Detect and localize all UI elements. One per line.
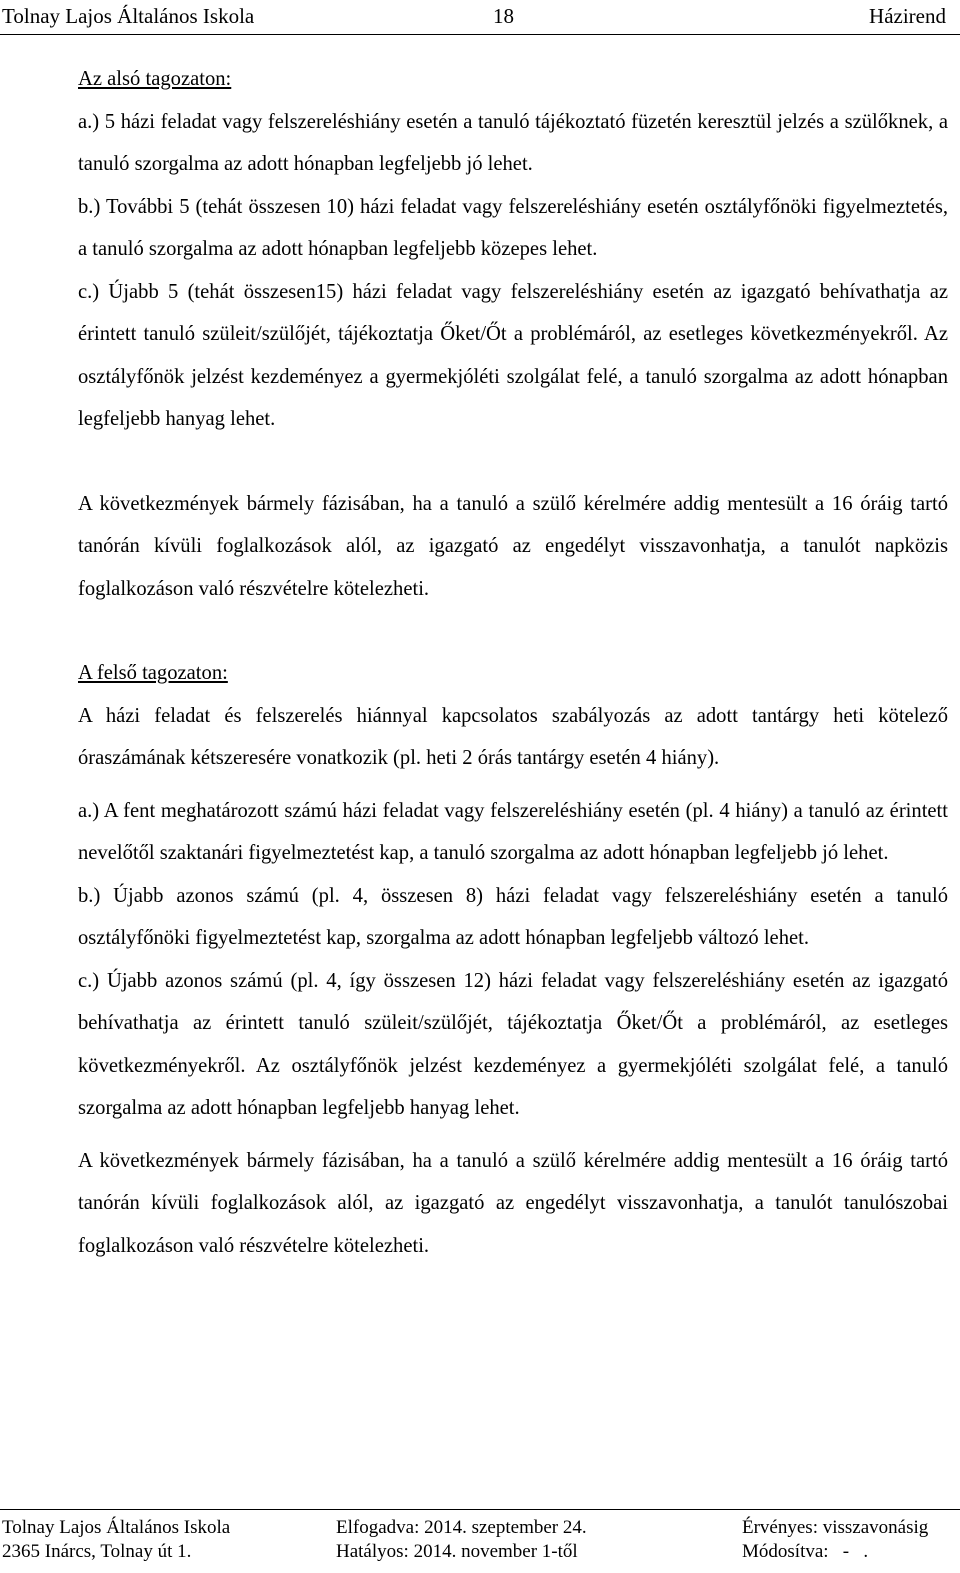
upper-section-title: A felső tagozaton: — [78, 662, 228, 684]
paragraph-gap — [78, 610, 948, 652]
footer-school-name: Tolnay Lajos Általános Iskola — [2, 1517, 231, 1538]
footer-validity: Érvényes: visszavonásig — [742, 1517, 929, 1538]
footer-effective-date: Hatályos: 2014. november 1-től — [336, 1541, 578, 1562]
lower-rule-b: b.) További 5 (tehát összesen 10) házi feladat vagy felszereléshiány esetén osztályfőnöki figyelmeztetés, a tanuló szorgalma az adott hónapban legfeljebb közepes lehet. — [78, 195, 948, 260]
upper-consequence: A következmények bármely fázisában, ha a tanuló a szülő kérelmére addig mentesült a 16 óráig tartó tanórán kívüli foglalkozások alól, az igazgató az engedélyt visszavonhatja, a tanulót tanulószobai foglalkozáson való részvételre kötelezheti. — [78, 1149, 948, 1257]
upper-rule-c: c.) Újabb azonos számú (pl. 4, így összesen 12) házi feladat vagy felszereléshiány esetén az igazgató behívathatja az érintett tanuló szüleit/szülőjét, tájékoztatja Őket/Őt a problémáról, az esetleges következményekről. Az osztályfőnök jelzést kezdeményez a gyermekjóléti szolgálat felé, a tanuló szorgalma az adott hónapban legfeljebb hanyag lehet. — [78, 969, 948, 1119]
page-footer — [0, 1509, 960, 1573]
header-page-number: 18 — [493, 4, 514, 28]
upper-intro: A házi feladat és felszerelés hiánnyal kapcsolatos szabályozás az adott tantárgy heti kötelező óraszámának kétszeresére vonatkozik (pl. heti 2 órás tantárgy esetén 4 hiány). — [78, 704, 948, 769]
footer-dates-block — [336, 1516, 587, 1564]
footer-address: 2365 Inárcs, Tolnay út 1. — [2, 1541, 192, 1562]
lower-consequence: A következmények bármely fázisában, ha a tanuló a szülő kérelmére addig mentesült a 16 óráig tartó tanórán kívüli foglalkozások alól, az igazgató az engedélyt visszavonhatja, a tanulót napközis foglalkozáson való részvételre kötelezheti. — [78, 492, 948, 600]
lower-section-title: Az alsó tagozaton: — [78, 68, 232, 90]
document-body — [78, 58, 948, 1267]
page-header — [0, 0, 960, 35]
upper-rule-b: b.) Újabb azonos számú (pl. 4, összesen 8) házi feladat vagy felszereléshiány esetén a tanuló osztályfőnöki figyelmeztetést kap, szorgalma az adott hónapban legfeljebb változó lehet. — [78, 884, 948, 949]
header-document-title: Házirend — [869, 4, 946, 28]
paragraph-gap — [78, 780, 948, 790]
footer-school-block — [2, 1516, 230, 1564]
paragraph-gap — [78, 1130, 948, 1140]
footer-validity-block — [742, 1516, 928, 1564]
footer-accepted-date: Elfogadva: 2014. szeptember 24. — [336, 1517, 587, 1538]
header-school-name: Tolnay Lajos Általános Iskola — [2, 4, 255, 28]
lower-rule-a: a.) 5 házi feladat vagy felszereléshiány esetén a tanuló tájékoztató füzetén keresztül jelzés a szülőknek, a tanuló szorgalma az adott hónapban legfeljebb jó lehet. — [78, 110, 948, 175]
paragraph-gap — [78, 441, 948, 483]
footer-modified: Módosítva: - . — [742, 1541, 869, 1562]
lower-rule-c: c.) Újabb 5 (tehát összesen15) házi feladat vagy felszereléshiány esetén az igazgató behívathatja az érintett tanuló szüleit/szülőjét, tájékoztatja Őket/Őt a problémáról, az esetleges következményekről. Az osztályfőnök jelzést kezdeményez a gyermekjóléti szolgálat felé, a tanuló szorgalma az adott hónapban legfeljebb hanyag lehet. — [78, 280, 948, 430]
upper-rule-a: a.) A fent meghatározott számú házi feladat vagy felszereléshiány esetén (pl. 4 hiány) a tanuló az érintett nevelőtől szaktanári figyelmeztetést kap, a tanuló szorgalma az adott hónapban legfeljebb jó lehet. — [78, 799, 948, 864]
